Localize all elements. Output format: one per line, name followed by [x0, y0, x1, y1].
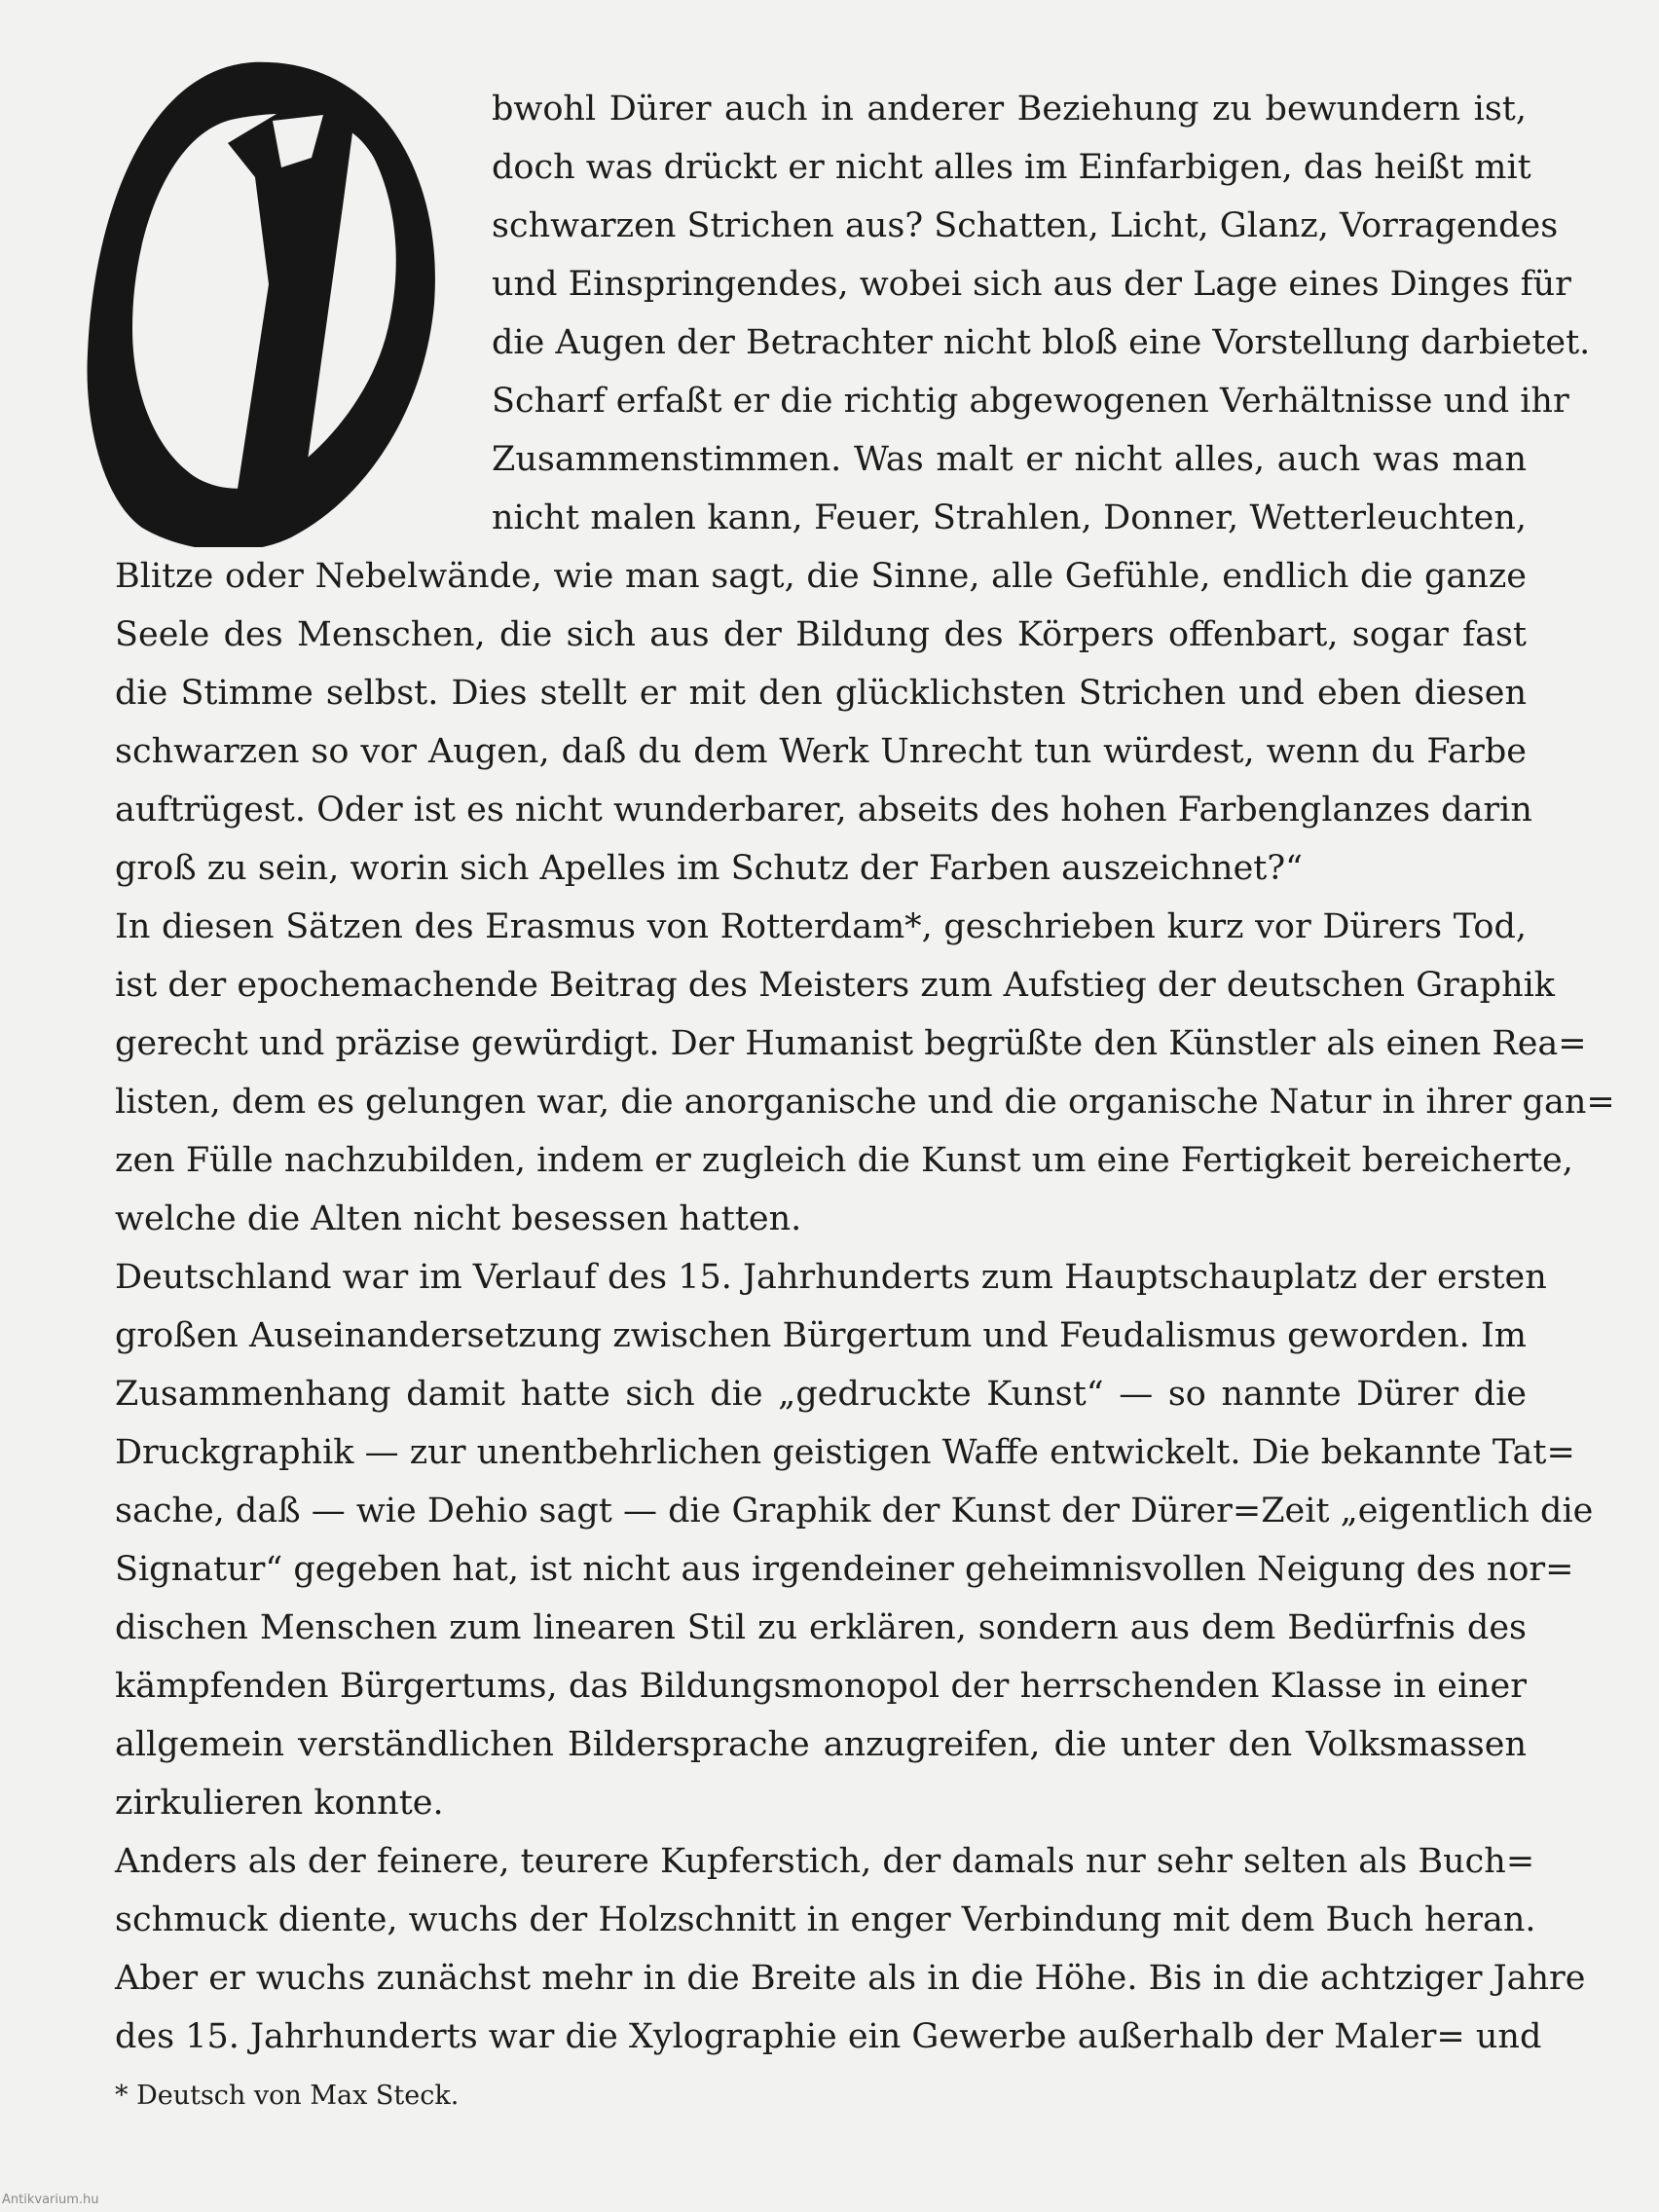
text-line: großen Auseinandersetzung zwischen Bürgertum und Feudalismus geworden. Im: [115, 1316, 1527, 1355]
text-line: doch was drückt er nicht alles im Einfarbigen, das heißt mit: [492, 148, 1531, 187]
text-line: Aber er wuchs zunächst mehr in die Breite als in die Höhe. Bis in die achtziger Jahre: [115, 1959, 1586, 1998]
text-line: dischen Menschen zum linearen Stil zu erklären, sondern aus dem Bedürfnis des: [115, 1608, 1527, 1647]
text-line: listen, dem es gelungen war, die anorganische und die organische Natur in ihrer gan=: [115, 1083, 1615, 1122]
text-line: welche die Alten nicht besessen hatten.: [115, 1199, 802, 1238]
text-line: Signatur“ gegeben hat, ist nicht aus irgendeiner geheimnisvollen Neigung des nor=: [115, 1550, 1574, 1589]
text-line: Blitze oder Nebelwände, wie man sagt, die Sinne, alle Gefühle, endlich die ganze: [115, 557, 1527, 596]
text-line: Scharf erfaßt er die richtig abgewogenen Verhältnisse und ihr: [492, 382, 1569, 421]
text-line: bwohl Dürer auch in anderer Beziehung zu bewundern ist,: [492, 90, 1527, 129]
text-line: die Stimme selbst. Dies stellt er mit den glücklichsten Strichen und eben diesen: [115, 674, 1527, 713]
footnote: * Deutsch von Max Steck.: [115, 2081, 460, 2111]
text-line: Zusammenstimmen. Was malt er nicht alles, auch was man: [492, 440, 1527, 479]
text-line: und Einspringendes, wobei sich aus der Lage eines Dinges für: [492, 265, 1571, 304]
text-line: schwarzen so vor Augen, daß du dem Werk Unrecht tun würdest, wenn du Farbe: [115, 732, 1527, 771]
text-line: Deutschland war im Verlauf des 15. Jahrhunderts zum Hauptschauplatz der ersten: [115, 1258, 1547, 1297]
text-line: ist der epochemachende Beitrag des Meisters zum Aufstieg der deutschen Graphik: [115, 966, 1556, 1005]
text-line: kämpfenden Bürgertums, das Bildungsmonopol der herrschenden Klasse in einer: [115, 1667, 1527, 1706]
text-line: allgemein verständlichen Bildersprache anzugreifen, die unter den Volksmassen: [115, 1725, 1527, 1764]
text-line: Anders als der feinere, teurere Kupferstich, der damals nur sehr selten als Buch=: [115, 1842, 1535, 1881]
text-line: Seele des Menschen, die sich aus der Bildung des Körpers offenbart, sogar fast: [115, 615, 1527, 654]
text-line: des 15. Jahrhunderts war die Xylographie ein Gewerbe außerhalb der Maler= und: [115, 2017, 1542, 2056]
text-line: auftrügest. Oder ist es nicht wunderbarer, abseits des hohen Farbenglanzes darin: [115, 791, 1532, 830]
text-line: gerecht und präzise gewürdigt. Der Humanist begrüßte den Künstler als einen Rea=: [115, 1024, 1587, 1063]
text-line: Druckgraphik — zur unentbehrlichen geistigen Waffe entwickelt. Die bekannte Tat=: [115, 1433, 1575, 1472]
text-line: zirkulieren konnte.: [115, 1784, 444, 1823]
text-line: schmuck diente, wuchs der Holzschnitt in enger Verbindung mit dem Buch heran.: [115, 1900, 1536, 1939]
initial-o-woodcut: [82, 60, 437, 547]
text-line: In diesen Sätzen des Erasmus von Rotterdam*, geschrieben kurz vor Dürers Tod,: [115, 907, 1527, 946]
text-line: groß zu sein, worin sich Apelles im Schutz der Farben auszeichnet?“: [115, 849, 1304, 888]
text-line: schwarzen Strichen aus? Schatten, Licht, Glanz, Vorragendes: [492, 206, 1559, 245]
watermark: Antikvarium.hu: [2, 2193, 99, 2207]
text-line: Zusammenhang damit hatte sich die „gedruckte Kunst“ — so nannte Dürer die: [115, 1375, 1527, 1414]
text-line: nicht malen kann, Feuer, Strahlen, Donner, Wetterleuchten,: [492, 498, 1527, 537]
text-line: zen Fülle nachzubilden, indem er zugleich die Kunst um eine Fertigkeit bereicherte,: [115, 1141, 1573, 1180]
text-line: sache, daß — wie Dehio sagt — die Graphik der Kunst der Dürer=Zeit „eigentlich die: [115, 1492, 1594, 1530]
text-line: die Augen der Betrachter nicht bloß eine Vorstellung darbietet.: [492, 323, 1591, 362]
